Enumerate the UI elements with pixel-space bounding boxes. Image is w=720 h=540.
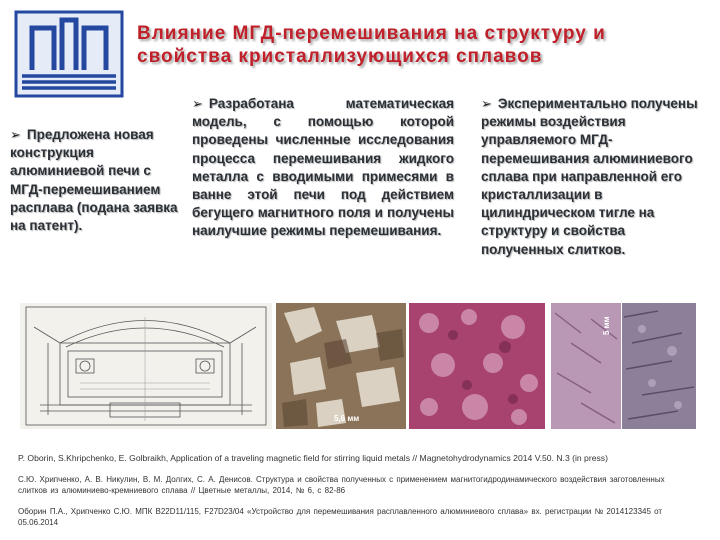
microstructure-photo-1 — [276, 303, 406, 429]
bullet-arrow-icon: ➢ — [10, 127, 21, 142]
column-experiment — [481, 95, 707, 259]
reference-2: С.Ю. Хрипченко, А. В. Никулин, В. М. Долгих, С. А. Денисов. Структура и свойства полученных с применением магнитогидродинамического воздействия заготовленных слитков из алюминиево-кремниевого сплава // Цветные металлы, 2014, № 6, с 82-86 — [18, 475, 665, 495]
column-text: Предложена новая конструкция алюминиевой печи с МГД-перемешиванием расплава (подана заявка на патент). — [10, 127, 178, 234]
microstructure-photo-3 — [551, 303, 621, 429]
institute-logo — [14, 10, 124, 98]
scale-label-1: 5,6 мм — [334, 414, 360, 423]
column-text: Экспериментально получены режимы воздействия управляемого МГД-перемешивания алюминиевого сплава при направленной его кристаллизации в цилиндрическом тигле на структуру и свойства полученных слитков. — [481, 96, 698, 257]
bullet-arrow-icon: ➢ — [481, 96, 492, 111]
reference-1: P. Oborin, S.Khripchenko, E. Golbraikh, Application of a traveling magnetic field for stirring liquid metals // Magnetohydrodynamics 2014 V.50. N.3 (in press) — [18, 453, 608, 463]
column-text: Разработана математическая модель, с помощью которой проведены численные исследования процесса перемешивания жидкого металла с вводимыми примесями в ванне этой печи под действием бегущего магнитного поля и получены наилучшие режимы перемешивания. — [192, 96, 454, 239]
microstructure-photo-4 — [622, 303, 696, 429]
references — [18, 453, 690, 538]
bullet-arrow-icon: ➢ — [192, 96, 203, 111]
column-furnace-design — [10, 126, 182, 235]
microstructure-photo-2 — [409, 303, 545, 429]
furnace-drawing — [20, 303, 272, 429]
slide-title: Влияние МГД-перемешивания на структуру и свойства кристаллизующихся сплавов — [137, 23, 606, 67]
scale-label-3: 5 мм — [602, 316, 611, 335]
column-math-model — [192, 95, 454, 241]
reference-3: Оборин П.А., Хрипченко С.Ю. МПК B22D11/115, F27D23/04 «Устройство для перемешивания расплавленного алюминиевого сплава» вх. регистрации № 2014123345 от 05.06.2014 — [18, 507, 663, 527]
